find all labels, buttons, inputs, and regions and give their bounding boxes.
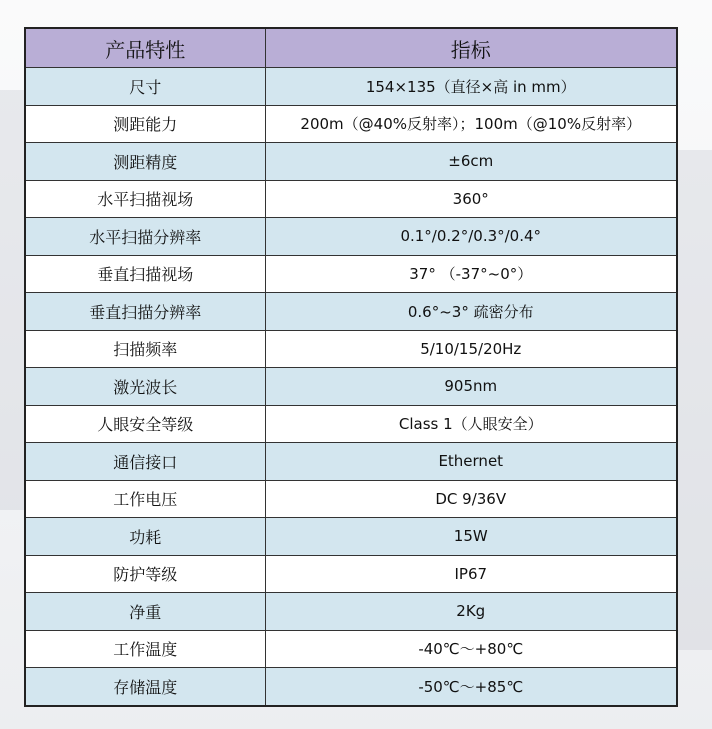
- table-row: [25, 330, 677, 368]
- table-header-row: [25, 28, 677, 68]
- table-row: [25, 443, 677, 481]
- row-value: 360°: [265, 180, 677, 218]
- row-value: 37° （-37°~0°）: [265, 255, 677, 293]
- table-row: [25, 668, 677, 706]
- row-value: Ethernet: [265, 443, 677, 481]
- table-row: [25, 218, 677, 256]
- row-label: 扫描频率: [25, 330, 265, 368]
- table-row: [25, 518, 677, 556]
- table-row: [25, 293, 677, 331]
- row-label: 尺寸: [25, 68, 265, 106]
- table-row: [25, 555, 677, 593]
- header-spec: 指标: [265, 28, 677, 68]
- table-row: [25, 255, 677, 293]
- row-label: 垂直扫描分辨率: [25, 293, 265, 331]
- row-value: 0.1°/0.2°/0.3°/0.4°: [265, 218, 677, 256]
- row-label: 垂直扫描视场: [25, 255, 265, 293]
- table-row: [25, 630, 677, 668]
- row-value: 5/10/15/20Hz: [265, 330, 677, 368]
- table-row: [25, 180, 677, 218]
- row-value: 15W: [265, 518, 677, 556]
- row-label: 人眼安全等级: [25, 405, 265, 443]
- row-value: 154×135（直径×高 in mm）: [265, 68, 677, 106]
- table-row: [25, 68, 677, 106]
- row-label: 存储温度: [25, 668, 265, 706]
- row-label: 工作电压: [25, 480, 265, 518]
- row-value: -50℃～+85℃: [265, 668, 677, 706]
- row-value: -40℃～+80℃: [265, 630, 677, 668]
- row-label: 功耗: [25, 518, 265, 556]
- table-row: [25, 405, 677, 443]
- row-label: 激光波长: [25, 368, 265, 406]
- table-row: [25, 105, 677, 143]
- spec-table: [24, 27, 678, 707]
- table-row: [25, 368, 677, 406]
- table-row: [25, 143, 677, 181]
- row-label: 工作温度: [25, 630, 265, 668]
- row-value: 200m（@40%反射率）；100m（@10%反射率）: [265, 105, 677, 143]
- row-value: 0.6°~3° 疏密分布: [265, 293, 677, 331]
- table-row: [25, 593, 677, 631]
- row-label: 水平扫描分辨率: [25, 218, 265, 256]
- row-value: IP67: [265, 555, 677, 593]
- row-label: 测距精度: [25, 143, 265, 181]
- row-value: 2Kg: [265, 593, 677, 631]
- row-label: 水平扫描视场: [25, 180, 265, 218]
- row-label: 净重: [25, 593, 265, 631]
- header-feature: 产品特性: [25, 28, 265, 68]
- row-value: Class 1（人眼安全）: [265, 405, 677, 443]
- row-value: DC 9/36V: [265, 480, 677, 518]
- row-label: 通信接口: [25, 443, 265, 481]
- table-row: [25, 480, 677, 518]
- row-value: ±6cm: [265, 143, 677, 181]
- row-label: 防护等级: [25, 555, 265, 593]
- row-value: 905nm: [265, 368, 677, 406]
- row-label: 测距能力: [25, 105, 265, 143]
